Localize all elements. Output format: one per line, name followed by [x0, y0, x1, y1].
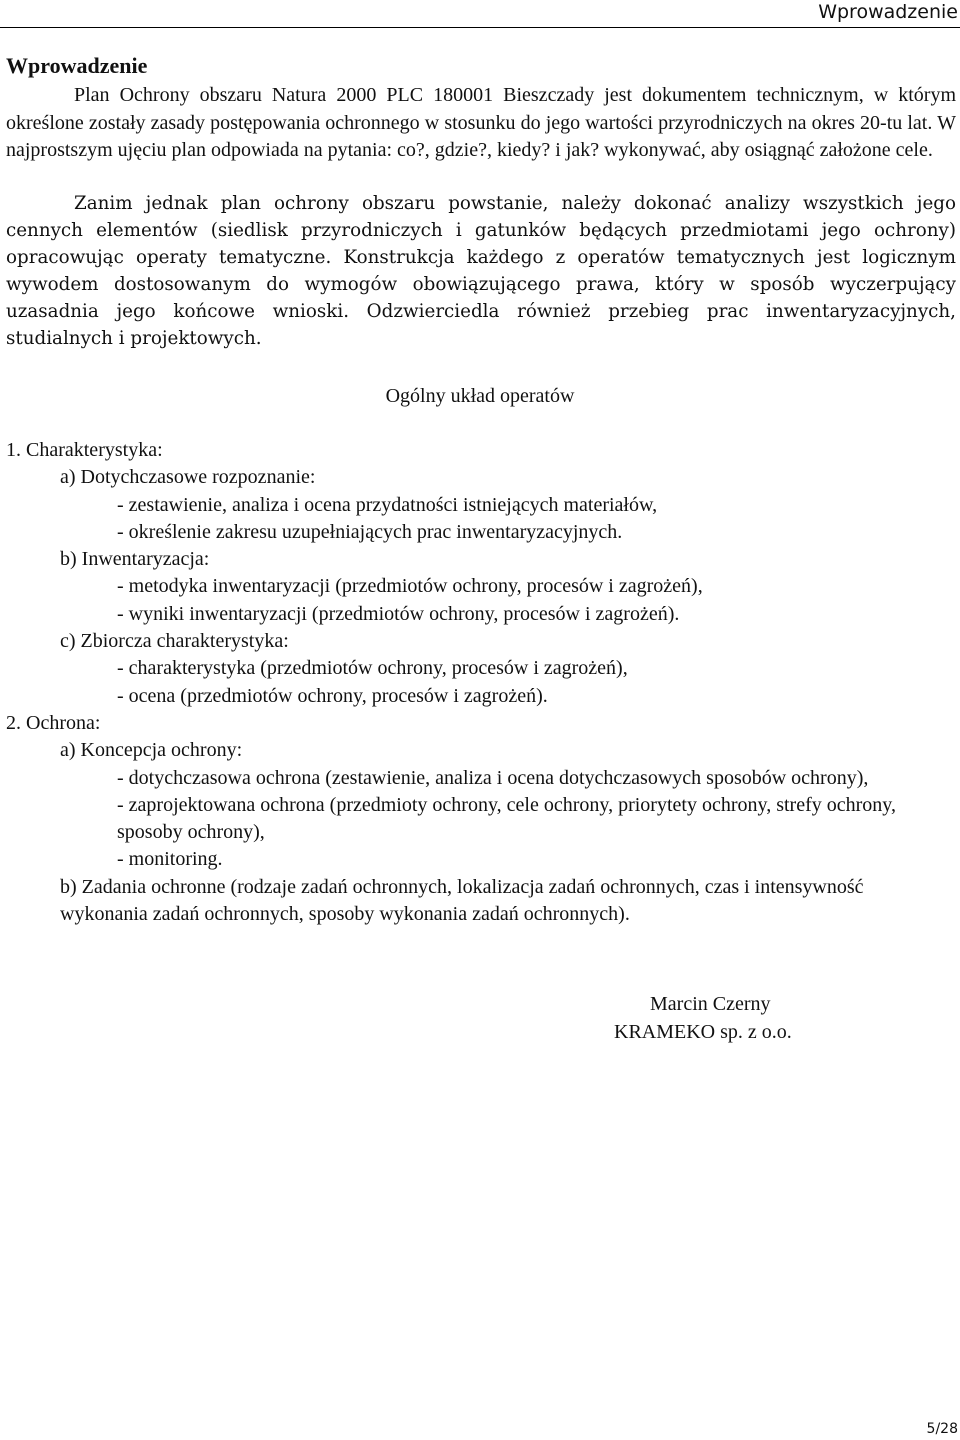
outline-item: - charakterystyka (przedmiotów ochrony, procesów i zagrożeń), — [117, 657, 628, 680]
document-title: Wprowadzenie — [6, 53, 148, 78]
outline-item: - określenie zakresu uzupełniających prac inwentaryzacyjnych. — [117, 520, 623, 543]
outline-item: b) Zadania ochronne (rodzaje zadań ochronnych, lokalizacja zadań ochronnych, czas i intensywność wykonania zadań ochronnych, sposoby wykonania zadań ochronnych). — [60, 875, 864, 926]
outline-item: - zaprojektowana ochrona (przedmioty ochrony, cele ochrony, priorytety ochrony, strefy ochrony, sposoby ochrony), — [117, 793, 896, 844]
intro-paragraph-1: Plan Ochrony obszaru Natura 2000 PLC 180001 Bieszczady jest dokumentem technicznym, w którym określone zostały zasady postępowania ochronnego w stosunku do jego wartości przyrodniczych na okres 20-tu lat. W najprostszym ujęciu plan odpowiada na pytania: co?, gdzie?, kiedy? i jak? wykonywać, aby osiągnąć założone cele. — [6, 84, 956, 161]
outline-item: 2. Ochrona: — [6, 711, 101, 734]
outline-item: a) Dotychczasowe rozpoznanie: — [60, 466, 316, 489]
outline-item: - ocena (przedmiotów ochrony, procesów i zagrożeń). — [117, 684, 548, 707]
page-number: 5/28 — [926, 1421, 958, 1437]
outline-item: - dotychczasowa ochrona (zestawienie, analiza i ocena dotychczasowych sposobów ochrony), — [117, 766, 869, 789]
outline-item: c) Zbiorcza charakterystyka: — [60, 630, 289, 653]
section-heading: Ogólny układ operatów — [385, 385, 575, 407]
outline-item: - zestawienie, analiza i ocena przydatności istniejących materiałów, — [117, 493, 658, 516]
outline-item: b) Inwentaryzacja: — [60, 548, 210, 571]
header-rule — [0, 27, 960, 28]
outline-item: - metodyka inwentaryzacji (przedmiotów ochrony, procesów i zagrożeń), — [117, 575, 703, 598]
signature-block — [614, 990, 792, 1046]
outline-item: 1. Charakterystyka: — [6, 439, 163, 461]
signature-company: KRAMEKO sp. z o.o. — [614, 1021, 792, 1043]
intro-paragraph-2: Zanim jednak plan ochrony obszaru powstanie, należy dokonać analizy wszystkich jego cennych elementów (siedlisk przyrodniczych i gatunków będących przedmiotami jego ochrony) opracowując operaty tematyczne. Konstrukcja każdego z operatów tematycznych jest logicznym wywodem dostosowanym do wymogów obowiązującego prawa, który w sposób wyczerpujący uzasadnia jego końcowe wnioski. Odzwierciedla również przebieg prac inwentaryzacyjnych, studialnych i projektowych. — [6, 193, 956, 349]
signature-name: Marcin Czerny — [650, 993, 771, 1015]
outline-item: - monitoring. — [117, 848, 223, 871]
outline-list — [6, 437, 956, 928]
running-header: Wprowadzenie — [818, 1, 958, 23]
outline-item: a) Koncepcja ochrony: — [60, 739, 243, 762]
outline-item: - wyniki inwentaryzacji (przedmiotów ochrony, procesów i zagrożeń). — [117, 602, 680, 625]
